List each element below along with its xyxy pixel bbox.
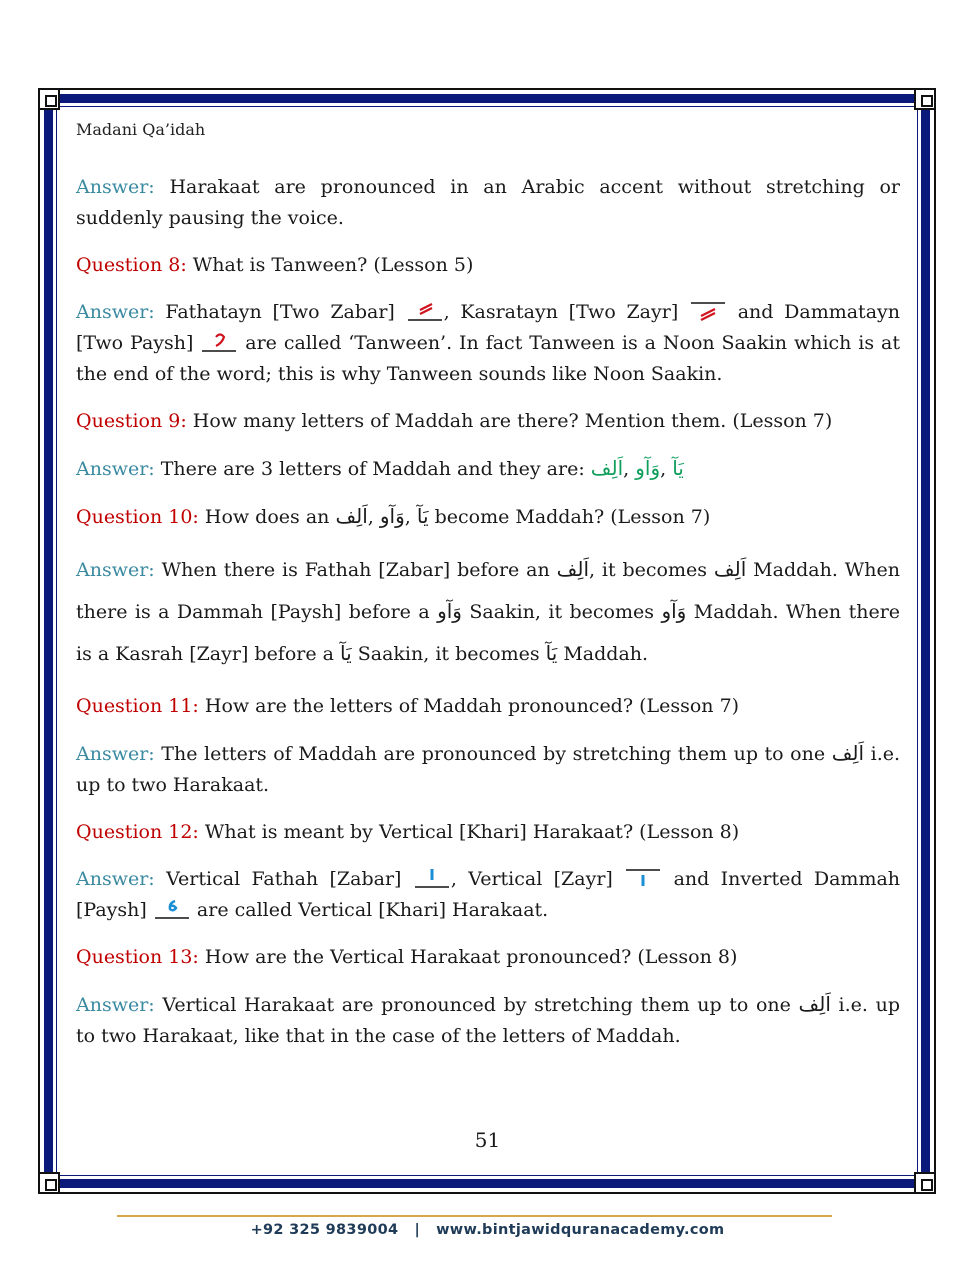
answer-text: are called Vertical [Khari] Harakaat. (196, 899, 549, 921)
answer-label: Answer: (76, 559, 155, 581)
fathatayn-mark-icon (406, 300, 444, 322)
answer-text: i.e. up to two Harakaat, like that in the case of the letters of Maddah. (76, 994, 900, 1047)
answer-label: Answer: (76, 868, 155, 890)
question-8 (76, 250, 900, 281)
kasratayn-mark-icon (689, 300, 727, 322)
corner-ornament (38, 1172, 60, 1194)
arabic-alif: اَلِف (713, 557, 747, 581)
question-10: Question 10: How does an اَلِف, وَآو, يَآ become Maddah? (Lesson 7) (76, 504, 711, 528)
question-11 (76, 691, 900, 722)
question-label: Question 10: (76, 506, 199, 528)
answer-text: The letters of Maddah are pronounced by stretching them up to one (161, 743, 826, 765)
answer-label: Answer: (76, 458, 155, 480)
answer-text: There are 3 letters of Maddah and they are: (160, 458, 585, 480)
page-footer (0, 1222, 975, 1238)
answer-text: Saakin, it becomes (357, 643, 540, 665)
answer-text: and Inverted Dammah [Paysh] (76, 868, 901, 921)
running-header: Madani Qa’idah (76, 120, 206, 139)
inverted-dammah-mark-icon (153, 898, 191, 920)
answer-text: Vertical Fathah [Zabar] (166, 868, 402, 890)
corner-ornament (38, 88, 60, 110)
answer-text: Maddah. When there is a Dammah [Paysh] before a (76, 559, 900, 623)
arabic-ya: يَآ (672, 456, 684, 480)
question-text: How many letters of Maddah are there? Mention them. (Lesson 7) (192, 410, 833, 432)
question-text: How are the Vertical Harakaat pronounced? (Lesson 8) (204, 946, 738, 968)
answer-text: Saakin, it becomes (469, 601, 655, 623)
question-label: Question 13: (76, 946, 199, 968)
answer-text: and Dammatayn [Two Paysh] (76, 301, 900, 354)
arabic-alif: اَلِف (798, 992, 831, 1016)
page-number: 51 (474, 1128, 501, 1152)
arabic-waw: وَآو (661, 599, 687, 623)
footer-separator: | (414, 1222, 421, 1238)
arabic-alif: اَلِف (590, 456, 624, 480)
answer-text: Vertical Harakaat are pronounced by stretching them up to one (162, 994, 791, 1016)
question-text: become Maddah? (Lesson 7) (434, 506, 711, 528)
corner-ornament (914, 88, 936, 110)
vertical-zayr-mark-icon (624, 867, 662, 889)
answer-text: are called ‘Tanween’. In fact Tanween is a Noon Saakin which is at the end of the word; this is why Tanween sounds like Noon Saakin. (76, 332, 901, 385)
arabic-ya: يَآ (545, 641, 558, 665)
footer-phone: +92 325 9839004 (250, 1222, 399, 1238)
answer-7 (76, 172, 900, 234)
answer-text: Fathatayn [Two Zabar] (165, 301, 395, 323)
question-label: Question 9: (76, 410, 187, 432)
arabic-waw: وَآو (437, 599, 462, 623)
answer-text: i.e. up to two Harakaat. (76, 743, 901, 796)
answer-label: Answer: (76, 994, 155, 1016)
arabic-ya: يَآ (416, 504, 429, 528)
answer-label: Answer: (76, 743, 155, 765)
answer-label: Answer: (76, 176, 155, 198)
answer-8 (76, 297, 900, 390)
answer-10 (76, 549, 900, 675)
arabic-alif: اَلِف (335, 504, 368, 528)
arabic-alif: اَلِف (831, 741, 865, 765)
answer-text: Maddah. (563, 643, 649, 665)
answer-text: When there is Fathah [Zabar] before an (161, 559, 550, 581)
vertical-fathah-mark-icon (413, 867, 451, 889)
answer-label: Answer: (76, 301, 155, 323)
question-9 (76, 406, 900, 437)
dammatayn-mark-icon (200, 331, 238, 353)
question-label: Question 11: (76, 695, 199, 717)
answer-13 (76, 989, 900, 1052)
answer-text: Maddah. When there is a Kasrah [Zayr] before a (76, 601, 901, 665)
arabic-alif: اَلِف (556, 557, 589, 581)
corner-ornament (914, 1172, 936, 1194)
answer-text: , it becomes (589, 559, 708, 581)
question-text: What is Tanween? (Lesson 5) (192, 254, 474, 276)
footer-divider (117, 1215, 832, 1217)
question-label: Question 8: (76, 254, 187, 276)
question-13 (76, 942, 900, 973)
question-text: How are the letters of Maddah pronounced? (Lesson 7) (204, 695, 740, 717)
question-label: Question 12: (76, 821, 199, 843)
footer-website-link[interactable]: www.bintjawidquranacademy.com (436, 1222, 725, 1238)
question-text: How does an (204, 506, 330, 528)
question-12 (76, 817, 900, 848)
answer-text: , Vertical [Zayr] (450, 868, 613, 890)
page-content (76, 172, 900, 1068)
answer-text: , Kasratayn [Two Zayr] (443, 301, 679, 323)
arabic-waw: وَآو (379, 504, 405, 528)
answer-9: Answer: There are 3 letters of Maddah and they are: اَلِف, وَآو, يَآ (76, 456, 684, 480)
answer-text: Harakaat are pronounced in an Arabic accent without stretching or suddenly pausing the voice. (76, 176, 900, 229)
arabic-ya: يَآ (340, 641, 352, 665)
question-text: What is meant by Vertical [Khari] Harakaat? (Lesson 8) (204, 821, 740, 843)
arabic-waw: وَآو (635, 456, 661, 480)
answer-11 (76, 738, 900, 801)
answer-12 (76, 864, 900, 926)
